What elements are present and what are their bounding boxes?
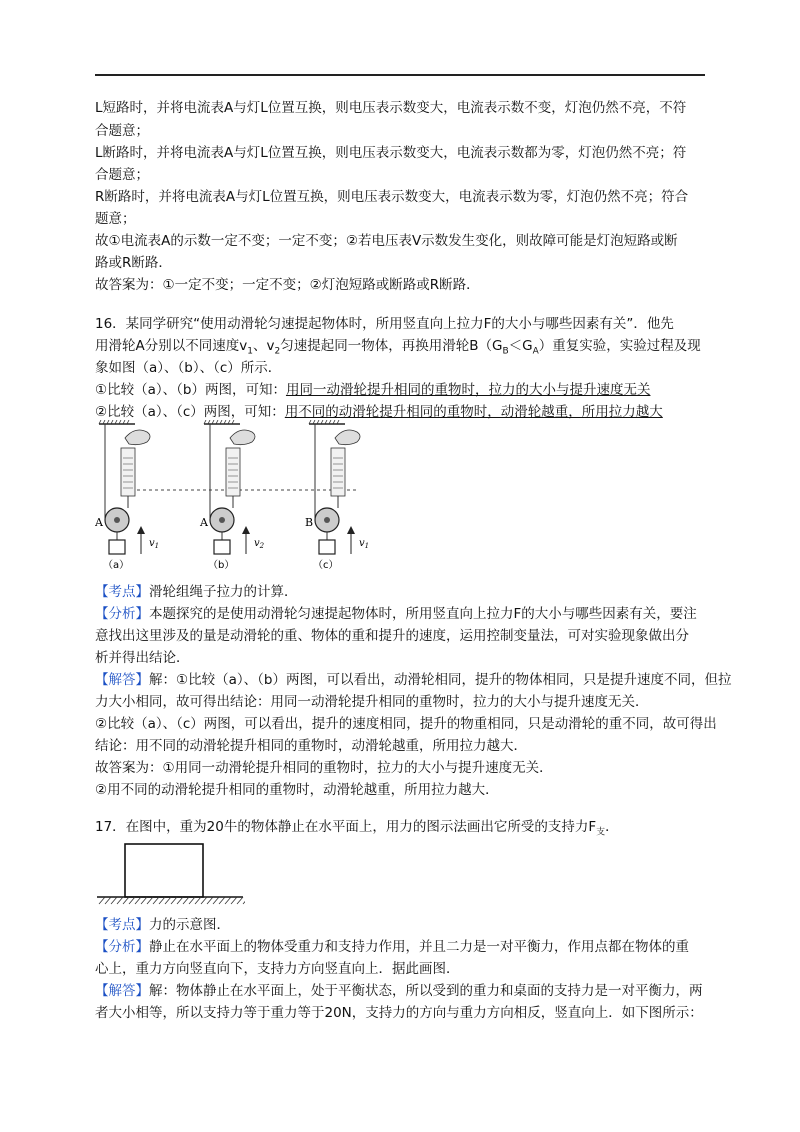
ground-hatch [219,897,225,904]
kaodian-line: 【考点】力的示意图． [95,917,230,933]
pulley-label: A [200,516,208,529]
ground-hatch [111,897,117,904]
velocity-arrowhead [242,526,250,534]
spring-scale [121,448,135,496]
ground-hatch [237,897,243,904]
fenxi-line: 意找出这里涉及的量是动滑轮的重、物体的重和提升的速度，运用控制变量法，可对实验现象做出分 [95,628,689,644]
ground-hatch [117,897,123,904]
velocity-label: $v_1$ [359,538,370,550]
kaodian-line: 【考点】滑轮组绳子拉力的计算． [95,584,298,600]
ground-hatch [141,897,147,904]
hand [125,430,150,445]
ground-hatch [243,897,245,904]
spring-scale [226,448,240,496]
pulley-setup [199,420,265,570]
answer-line: 故答案为：①一定不变；一定不变；②灯泡短路或断路或R断路． [95,277,480,293]
velocity-label: $v_2$ [254,538,265,550]
jieda-line: 力大小相同，故可得出结论：用同一动滑轮提升相同的重物时，拉力的大小与提升速度无关． [95,694,649,710]
text-line: 题意； [95,211,136,227]
figure-caption: （b） [208,560,235,570]
weight-block [214,540,230,554]
weight-block [319,540,335,554]
ground-hatch [153,897,159,904]
question-16-stem: 用滑轮A分别以不同速度$v_1$、$v_2$匀速提起同一物体，再换用滑轮$B(G_B<G_A)$重复实验，实验过程及现 [95,338,701,357]
ground-hatch [213,897,219,904]
fenxi-line: 【分析】本题探究的是使用动滑轮匀速提起物体时，所用竖直向上拉力F的大小与哪些因素有关，要注 [95,606,697,622]
pulley-setup [95,420,159,570]
jieda-line: 者大小相等，所以支持力等于重力等于20N，支持力的方向与重力方向相反，竖直向上．如下图所示： [95,1005,703,1021]
text-line: L短路时，并将电流表A与灯L位置互换，则电压表示数变大，电流表示数不变，灯泡仍然不亮，不符 [95,100,687,116]
text-line: L断路时，并将电流表A与灯L位置互换，则电压表示数变大，电流表示数都为零，灯泡仍然不亮；符 [95,145,687,161]
answer-blank-2: 用不同的动滑轮提升相同的重物时，动滑轮越重，所用拉力越大 [284,404,663,420]
ground-hatch [231,897,237,904]
fenxi-line: 【分析】静止在水平面上的物体受重力和支持力作用，并且二力是一对平衡力，作用点都在物体的重 [95,939,689,955]
ground-hatch [123,897,129,904]
ground-hatch [189,897,195,904]
question-16-stem: 象如图（a）、（b）、（c）所示． [95,360,282,376]
pulley-axle [324,517,330,523]
ground-hatch [99,897,105,904]
text-line: 路或R断路． [95,255,172,271]
question-16-stem: 16．某同学研究“使用动滑轮匀速提起物体时，所用竖直向上拉力F的大小与哪些因素有关”．他先 [95,316,674,332]
figure-caption: （c） [313,560,339,570]
jieda-line: 【解答】解：①比较（a）、（b）两图，可以看出，动滑轮相同，提升的物体相同，只是提升速度不同，但拉 [95,672,732,688]
jieda-line: 【解答】解：物体静止在水平面上，处于平衡状态，所以受到的重力和桌面的支持力是一对平衡力，两 [95,983,703,999]
answer-blank-1: 用同一动滑轮提升相同的重物时，拉力的大小与提升速度无关 [285,382,651,398]
jieda-line: 故答案为：①用同一动滑轮提升相同的重物时，拉力的大小与提升速度无关． [95,760,553,776]
fenxi-line: 心上，重力方向竖直向下，支持力方向竖直向上．据此画图． [95,961,460,977]
ground-hatch [183,897,189,904]
ground-hatch [171,897,177,904]
pulley-figure [95,420,385,570]
jieda-line: 结论：用不同的动滑轮提升相同的重物时，动滑轮越重，所用拉力越大． [95,738,527,754]
header-rule [95,74,705,76]
velocity-arrowhead [137,526,145,534]
block [125,844,203,897]
pulley-axle [114,517,120,523]
ground-hatch [165,897,171,904]
ground-hatch [177,897,183,904]
spring-scale [331,448,345,496]
figure-caption: （a） [103,560,130,570]
weight-block [109,540,125,554]
fenxi-line: 析并得出结论． [95,650,190,666]
ground-hatch [159,897,165,904]
pulley-label: A [95,516,103,529]
ground-hatch [135,897,141,904]
ground-hatch [207,897,213,904]
ground-hatch [129,897,135,904]
ground-hatch [225,897,231,904]
ground-hatch [105,897,111,904]
pulley-label: B [305,516,314,529]
velocity-arrowhead [347,526,355,534]
hand [230,430,255,445]
block-on-surface-figure [95,838,245,906]
pulley-axle [219,517,225,523]
ground-hatch [201,897,207,904]
jieda-line: ②用不同的动滑轮提升相同的重物时，动滑轮越重，所用拉力越大． [95,782,499,798]
text-line: 合题意； [95,123,149,139]
ground-hatch [195,897,201,904]
question-16-part2: ②比较（a）、（c）两图，可知：用不同的动滑轮提升相同的重物时，动滑轮越重，所用拉力越大 [95,404,663,420]
jieda-line: ②比较（a）、（c）两图，可以看出，提升的速度相同，提升的物重相同，只是动滑轮的重不同，故可得出 [95,716,717,732]
text-line: 合题意； [95,167,149,183]
question-17-stem: 17．在图中，重为20牛的物体静止在水平面上，用力的图示法画出它所受的支持力$F_支$． [95,819,619,838]
text-line: R断路时，并将电流表A与灯L位置互换，则电压表示数变大，电流表示数为零，灯泡仍然不亮；符合 [95,189,689,205]
pulley-setup [305,420,369,570]
question-16-part1: ①比较（a）、（b）两图，可知：用同一动滑轮提升相同的重物时，拉力的大小与提升速度无关 [95,382,651,398]
ground-hatch [147,897,153,904]
text-line: 故①电流表A的示数一定不变；一定不变；②若电压表V示数发生变化，则故障可能是灯泡短路或断 [95,233,678,249]
hand [335,430,360,445]
velocity-label: $v_1$ [149,538,160,550]
